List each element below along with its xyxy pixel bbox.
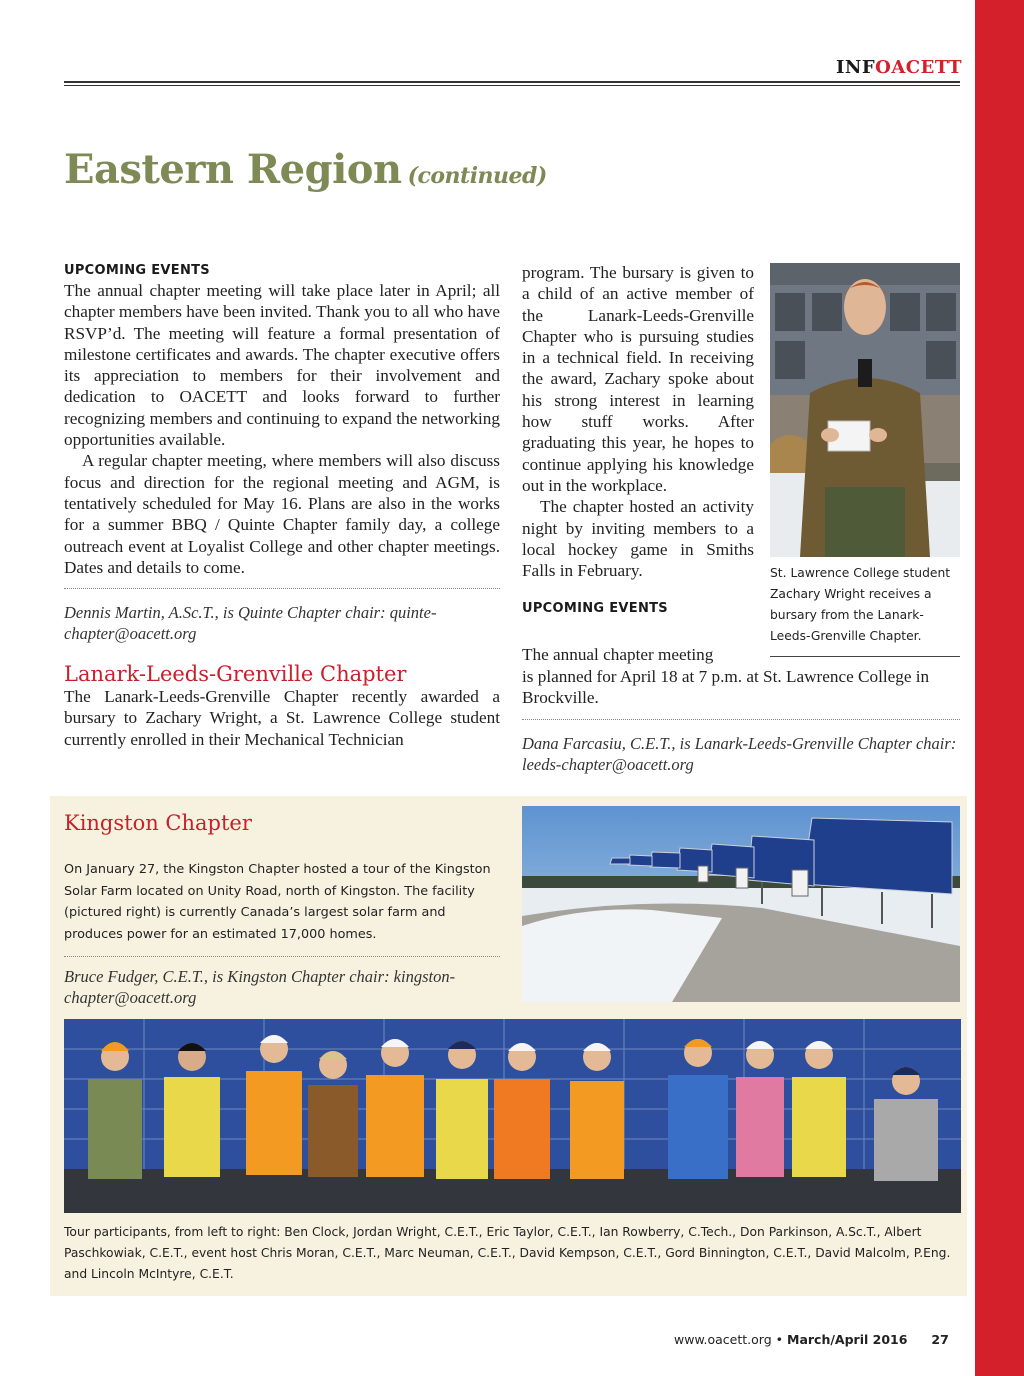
solar-farm-image <box>522 806 960 1002</box>
header-rule <box>64 81 960 83</box>
photo-solar-farm <box>522 806 960 1002</box>
masthead-logo <box>836 57 962 78</box>
masthead-part2: OACETT <box>875 57 962 78</box>
masthead-part1: INF <box>836 57 876 78</box>
header-rule-thin <box>64 85 960 86</box>
divider <box>64 956 500 957</box>
quinte-body <box>64 280 500 578</box>
lanark-body <box>522 262 754 581</box>
photo-tour-participants <box>64 1019 961 1213</box>
quinte-events-heading: UPCOMING EVENTS <box>64 263 210 278</box>
lanark-paragraph-2: The chapter hosted an activity night by inviting members to a local hockey game in Smiths Falls in February. <box>522 497 754 581</box>
photo-zachary-wright <box>770 263 960 557</box>
kingston-byline: Bruce Fudger, C.E.T., is Kingston Chapter chair: kingston-chapter@oacett.org <box>64 967 456 1007</box>
lanark-chapter-title: Lanark-Leeds-Grenville Chapter <box>64 662 407 687</box>
group-photo-caption: Tour participants, from left to right: Ben Clock, Jordan Wright, C.E.T., Eric Taylor, C.E.T., Ian Rowberry, C.Tech., Don Parkinson, A.Sc.T., Albert Paschkowiak, C.E.T., event host Chris Moran, C.E.T., Marc Neuman, C.E.T., David Kempson, C.E.T., Gord Binnington, C.E.T., David Malcolm, P.Eng. and Lincoln McIntyre, C.E.T. <box>64 1225 951 1281</box>
kingston-chapter-title: Kingston Chapter <box>64 811 252 835</box>
page-title-main: Eastern Region <box>64 146 402 193</box>
lanark-paragraph-1: The Lanark-Leeds-Grenville Chapter recently awarded a bursary to Zachary Wright, a St. Lawrence College student currently enrolled in their Mechanical Technician <box>64 687 500 749</box>
lanark-paragraph-1-cont: program. The bursary is given to a child of an active member of the Lanark-Leeds-Grenville Chapter who is pursuing studies in a technical field. In receiving the award, Zachary spoke about his strong interest in learning how stuff works. After graduating this year, he hopes to continue applying his knowledge out in the workplace. <box>522 263 754 495</box>
page-title-suffix: (continued) <box>407 163 547 189</box>
column-wide <box>522 666 960 775</box>
divider <box>522 719 960 720</box>
page-number: 27 <box>931 1332 949 1347</box>
footer-bullet: • <box>775 1332 784 1347</box>
zachary-photo-caption: St. Lawrence College student Zachary Wright receives a bursary from the Lanark-Leeds-Grenville Chapter. <box>770 566 951 643</box>
group-photo-image <box>64 1019 961 1213</box>
page-footer <box>674 1332 949 1347</box>
footer-issue: March/April 2016 <box>787 1332 908 1347</box>
lanark-events-heading: UPCOMING EVENTS <box>522 601 668 617</box>
kingston-text: On January 27, the Kingston Chapter hosted a tour of the Kingston Solar Farm located on Unity Road, north of Kingston. The facility (pictured right) is currently Canada’s largest solar farm and produces power for an estimated 17,000 homes. <box>64 862 491 942</box>
student-photo-image <box>770 263 960 557</box>
side-color-bar <box>975 0 1024 1376</box>
lanark-byline: Dana Farcasiu, C.E.T., is Lanark-Leeds-Grenville Chapter chair: leeds-chapter@oacett.org <box>522 733 957 774</box>
quinte-paragraph-2: A regular chapter meeting, where members will also discuss focus and direction for the regional meeting and AGM, is tentatively scheduled for May 16. Plans are also in the works for a summer BBQ / Quinte Chapter family day, a college outreach event at Loyalist College and other chapter meetings. Dates and details to come. <box>64 451 500 577</box>
column-middle <box>522 262 754 618</box>
quinte-byline: Dennis Martin, A.Sc.T., is Quinte Chapter chair: quinte-chapter@oacett.org <box>64 603 437 644</box>
page-title <box>64 146 547 193</box>
lanark-events-text-b: is planned for April 18 at 7 p.m. at St. Lawrence College in Brockville. <box>522 667 930 708</box>
caption-rule <box>770 656 960 657</box>
lanark-events-text-a: The annual chapter meeting <box>522 645 714 664</box>
divider <box>64 588 500 589</box>
footer-url: www.oacett.org <box>674 1332 772 1347</box>
column-left <box>64 262 500 750</box>
quinte-paragraph-1: The annual chapter meeting will take place later in April; all chapter members have been invited. Thank you to all who have RSVP’d. The meeting will feature a formal presentation of milestone certificates and awards. The chapter executive offers its appreciation to members for their involvement and dedication to OACETT and looks forward to further recognizing members and continuing to expand the networking opportunities available. <box>64 281 500 450</box>
